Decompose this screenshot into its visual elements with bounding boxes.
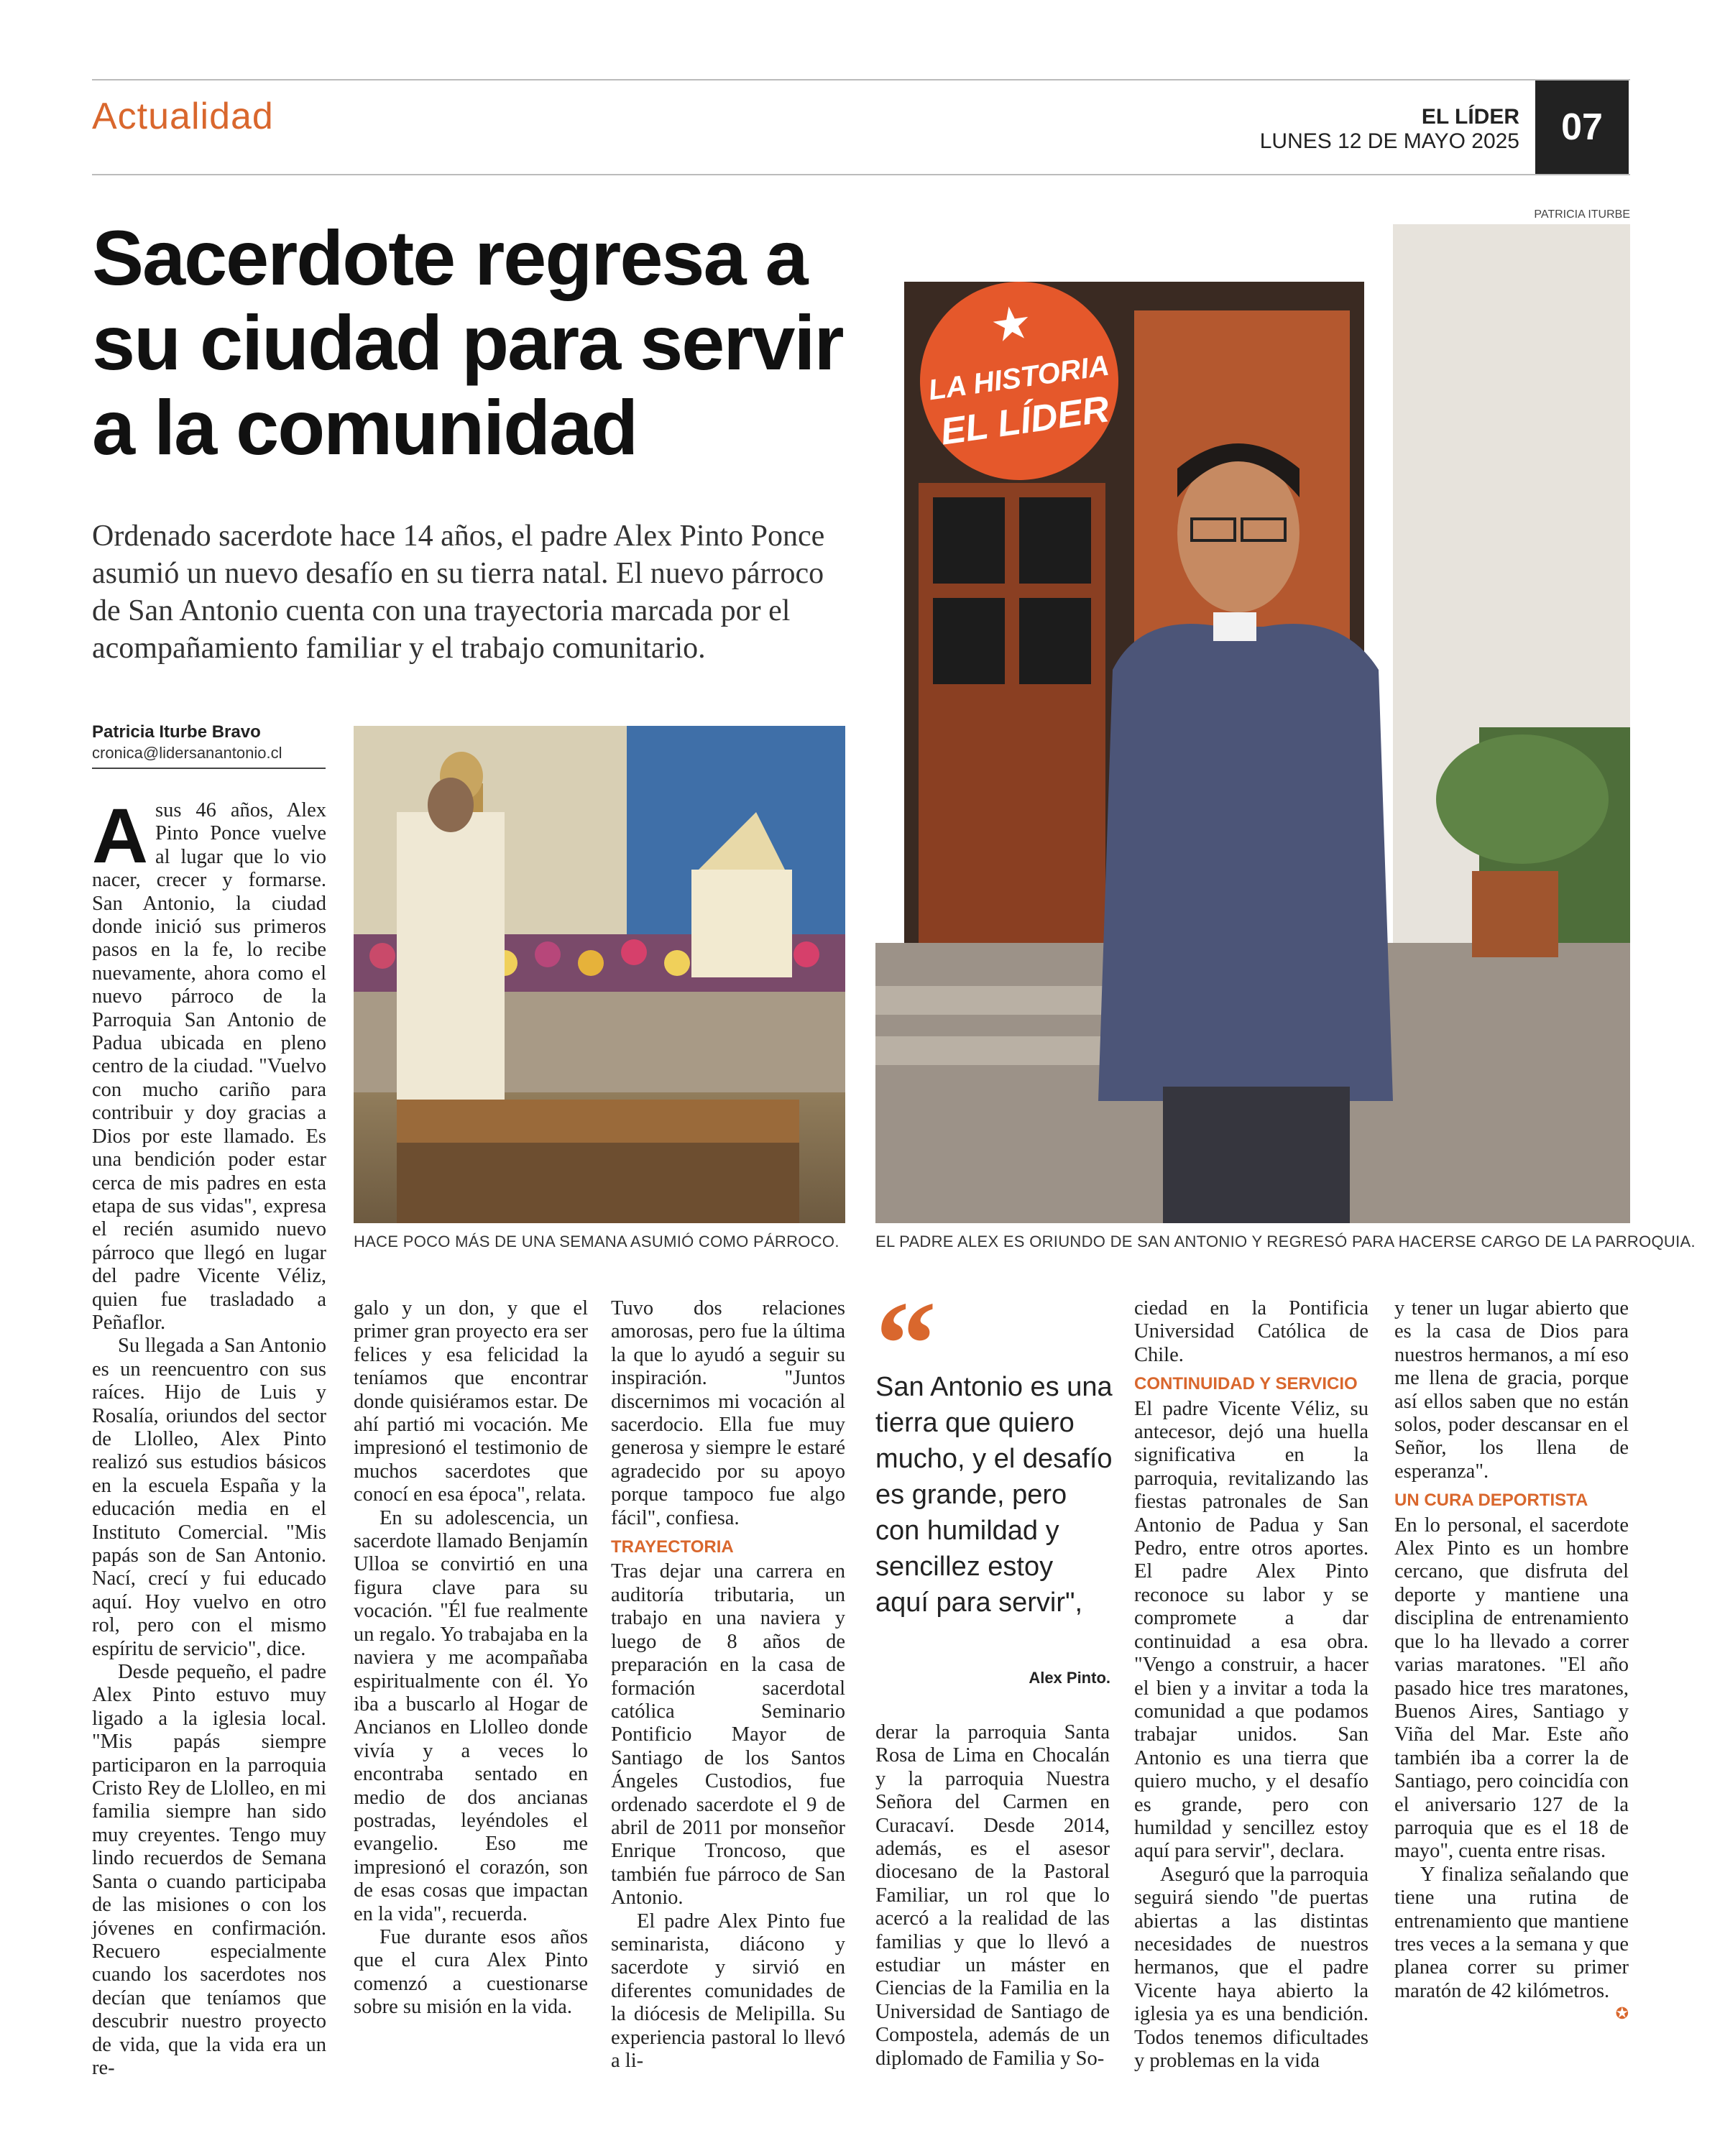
subhead-continuidad: CONTINUIDAD Y SERVICIO [1134, 1374, 1358, 1394]
badge-star-icon: ★ [987, 295, 1036, 354]
article-column-4 [875, 1721, 1110, 2070]
body-paragraph-13: Aseguró que la parroquia seguirá siendo "de puertas abiertas a las distintas necesidades de nuestros hermanos, que el padre Vicente haya abierto la iglesia ya es una bendición. Todos tenemos dificultades y problemas en la vida [1134, 1863, 1368, 2072]
body-paragraph-14: y tener un lugar abierto que es la casa de Dios para nuestros hermanos, a mí eso me llena de gracia, porque así ellos saben que no están solos, poder descansar en el Señor, los llena de esperanza". [1394, 1297, 1629, 1483]
section-label: Actualidad [92, 96, 274, 137]
photo-credit: PATRICIA ITURBE [1534, 208, 1630, 221]
body-paragraph-7: Tuvo dos relaciones amorosas, pero fue la última la que lo ayudó a seguir su inspiración. "Juntos discernimos mi vocación al sacerdocio. Ella fue muy generosa y siempre le estaré agradecido por su apoyo porque tampoco fue algo fácil", confiesa. [611, 1297, 845, 1529]
body-paragraph-5: En su adolescencia, un sacerdote llamado Benjamín Ulloa se convirtió en una figura clave para su vocación. "Él fue realmente un regalo. Yo trabajaba en la naviera y me acompañaba espiritualmente con él. Yo iba a buscarlo al Hogar de Ancianos en Llolleo donde vivía y a veces lo encontraba sentado en medio de dos ancianas postradas, leyéndoles el evangelio. Eso me impresionó el corazón, son de esas cosas que impactan en la vida", recuerda. [354, 1506, 588, 1925]
issue-date: LUNES 12 DE MAYO 2025 [1259, 129, 1519, 153]
article-column-5 [1134, 1297, 1368, 2073]
body-paragraph-8: Tras dejar una carrera en auditoría tributaria, un trabajo en una naviera y luego de 8 años de preparación en la casa de formación sacerdotal católica Seminario Pontificio Mayor de Santiago de los Santos Ángeles Custodios, fue ordenado sacerdote el 9 de abril de 2011 por monseñor Enrique Troncoso, que también fue párroco de San Antonio. [611, 1560, 845, 1909]
subhead-trayectoria: TRAYECTORIA [611, 1537, 734, 1557]
page-number: 07 [1535, 80, 1629, 174]
header-top-rule [92, 79, 1630, 80]
mass-photo-caption: HACE POCO MÁS DE UNA SEMANA ASUMIÓ COMO PÁRROCO. [354, 1233, 840, 1250]
body-paragraph-10: derar la parroquia Santa Rosa de Lima en Chocalán y la parroquia Nuestra Señora del Carmen en Curacaví. Desde 2014, además, es el asesor diocesano de la Pastoral Familiar, un rol que lo acercó a la realidad de las familias y que lo llevó a estudiar un máster en Ciencias de la Familia en la Universidad de Santiago de Compostela, además de un diplomado de Familia y So- [875, 1721, 1110, 2070]
byline-rule [92, 768, 326, 769]
article-column-6 [1394, 1297, 1629, 2027]
mass-photo [354, 726, 845, 1223]
header-bottom-rule [92, 174, 1630, 175]
pull-quote-author: Alex Pinto. [1029, 1669, 1110, 1687]
drop-cap: A [92, 792, 148, 879]
article-column-2 [354, 1297, 588, 2019]
pull-quote: San Antonio es una tierra que quiero mucho, y el desafío es grande, pero con humildad y sencillez estoy aquí para servir", [875, 1372, 1113, 1618]
quote-mark-icon: “ [875, 1276, 937, 1411]
article-column-3 [611, 1297, 845, 2073]
author-name: Patricia Iturbe Bravo [92, 722, 261, 742]
priest-photo [875, 224, 1630, 1223]
body-paragraph-12: El padre Vicente Véliz, su antecesor, dejó una huella significativa en la parroquia, revitalizando las fiestas patronales de San Antonio de Padua y San Pedro, entre otros aportes. El padre Alex Pinto reconoce su labor y se compromete a dar continuidad a esa obra. "Vengo a construir, a hacer el bien y a invitar a toda la comunidad a que podamos trabajar unidos. San Antonio es una tierra que quiero mucho, y el desafío es grande, pero con humildad y sencillez estoy aquí para servir", declara. [1134, 1397, 1368, 1863]
subhead-deportista: UN CURA DEPORTISTA [1394, 1491, 1588, 1511]
body-paragraph-4: galo y un don, y que el primer gran proyecto era ser felices y esa felicidad la teníamos que encontrar donde quisiéramos estar. De ahí partió mi vocación. Me impresionó el testimonio de muchos sacerdotes que conocí en esa época", relata. [354, 1297, 588, 1506]
body-paragraph-9: El padre Alex Pinto fue seminarista, diácono y sacerdote y sirvió en diferentes comunidades de la diócesis de Melipilla. Su experiencia pastoral lo llevó a li- [611, 1909, 845, 2072]
badge-line-2: EL LÍDER [937, 388, 1112, 453]
end-mark-icon: ✪ [1615, 2005, 1629, 2024]
body-paragraph-1: sus 46 años, Alex Pinto Ponce vuelve al lugar que lo vio nacer, crecer y formarse. San Antonio, la ciudad donde inició sus primeros pasos en la fe, lo recibe nuevamente, ahora como el nuevo párroco de la Parroquia San Antonio de Padua ubicada en pleno centro de la ciudad. "Vuelvo con mucho cariño para contribuir y doy gracias a Dios por este llamado. Es una bendición poder estar cerca de mis padres en esta etapa de sus vidas", expresa el recién asumido nuevo párroco que llegó en lugar del padre Vicente Véliz, quien fue trasladado a Peñaflor. [92, 799, 326, 1334]
article-column-1 [92, 792, 326, 2080]
badge-line-1: LA HISTORIA [926, 349, 1111, 407]
body-paragraph-11: ciedad en la Pontificia Universidad Católica de Chile. [1134, 1297, 1368, 1366]
article-headline: Sacerdote regresa a su ciudad para servir a la comunidad [92, 214, 843, 471]
newspaper-name: EL LÍDER [1421, 105, 1519, 129]
body-paragraph-15: En lo personal, el sacerdote Alex Pinto es un hombre cercano, que disfruta del deporte y mantiene una disciplina de entrenamiento que lo ha llevado a correr varias maratones. "El año pasado hice tres maratones, Buenos Aires, Santiago y Viña del Mar. Este año también iba a correr la de Santiago, pero coincidía con el aniversario 127 de la parroquia que es el 18 de mayo", cuenta entre risas. [1394, 1514, 1629, 1863]
priest-photo-caption: EL PADRE ALEX ES ORIUNDO DE SAN ANTONIO Y REGRESÓ PARA HACERSE CARGO DE LA PARROQUIA. [875, 1233, 1696, 1250]
body-paragraph-3: Desde pequeño, el padre Alex Pinto estuvo muy ligado a la iglesia local. "Mis papás siempre participaron en la parroquia Cristo Rey de Llolleo, en mi familia siempre han sido muy creyentes. Tengo muy lindo recuerdos de Semana Santa o cuando participaba de las misiones o con los jóvenes en confirmación. Recuero especialmente cuando los sacerdotes nos decían que teníamos que descubrir nuestro proyecto de vida, que la vida era un re- [92, 1661, 326, 2079]
article-lead: Ordenado sacerdote hace 14 años, el padre Alex Pinto Ponce asumió un nuevo desafío en su tierra natal. El nuevo párroco de San Antonio cuenta con una trayectoria marcada por el acompañamiento familiar y el trabajo comunitario. [92, 520, 825, 665]
body-paragraph-16: Y finaliza señalando que tiene una rutina de entrenamiento que mantiene tres veces a la semana y que planea correr su primer maratón de 42 kilómetros. [1394, 1863, 1629, 2002]
author-email: cronica@lidersanantonio.cl [92, 744, 282, 762]
body-paragraph-6: Fue durante esos años que el cura Alex Pinto comenzó a cuestionarse sobre su misión en la vida. [354, 1925, 588, 2019]
body-paragraph-2: Su llegada a San Antonio es un reencuentro con sus raíces. Hijo de Luis y Rosalía, oriundos del sector de Llolleo, Alex Pinto realizó sus estudios básicos en la escuela España y la educación media en el Instituto Comercial. "Mis papás son de San Antonio. Nací, crecí y fui educado aquí. Hoy vuelvo en otro rol, pero con el mismo espíritu de servicio", dice. [92, 1335, 326, 1660]
mass-photo-illustration [354, 726, 845, 1223]
